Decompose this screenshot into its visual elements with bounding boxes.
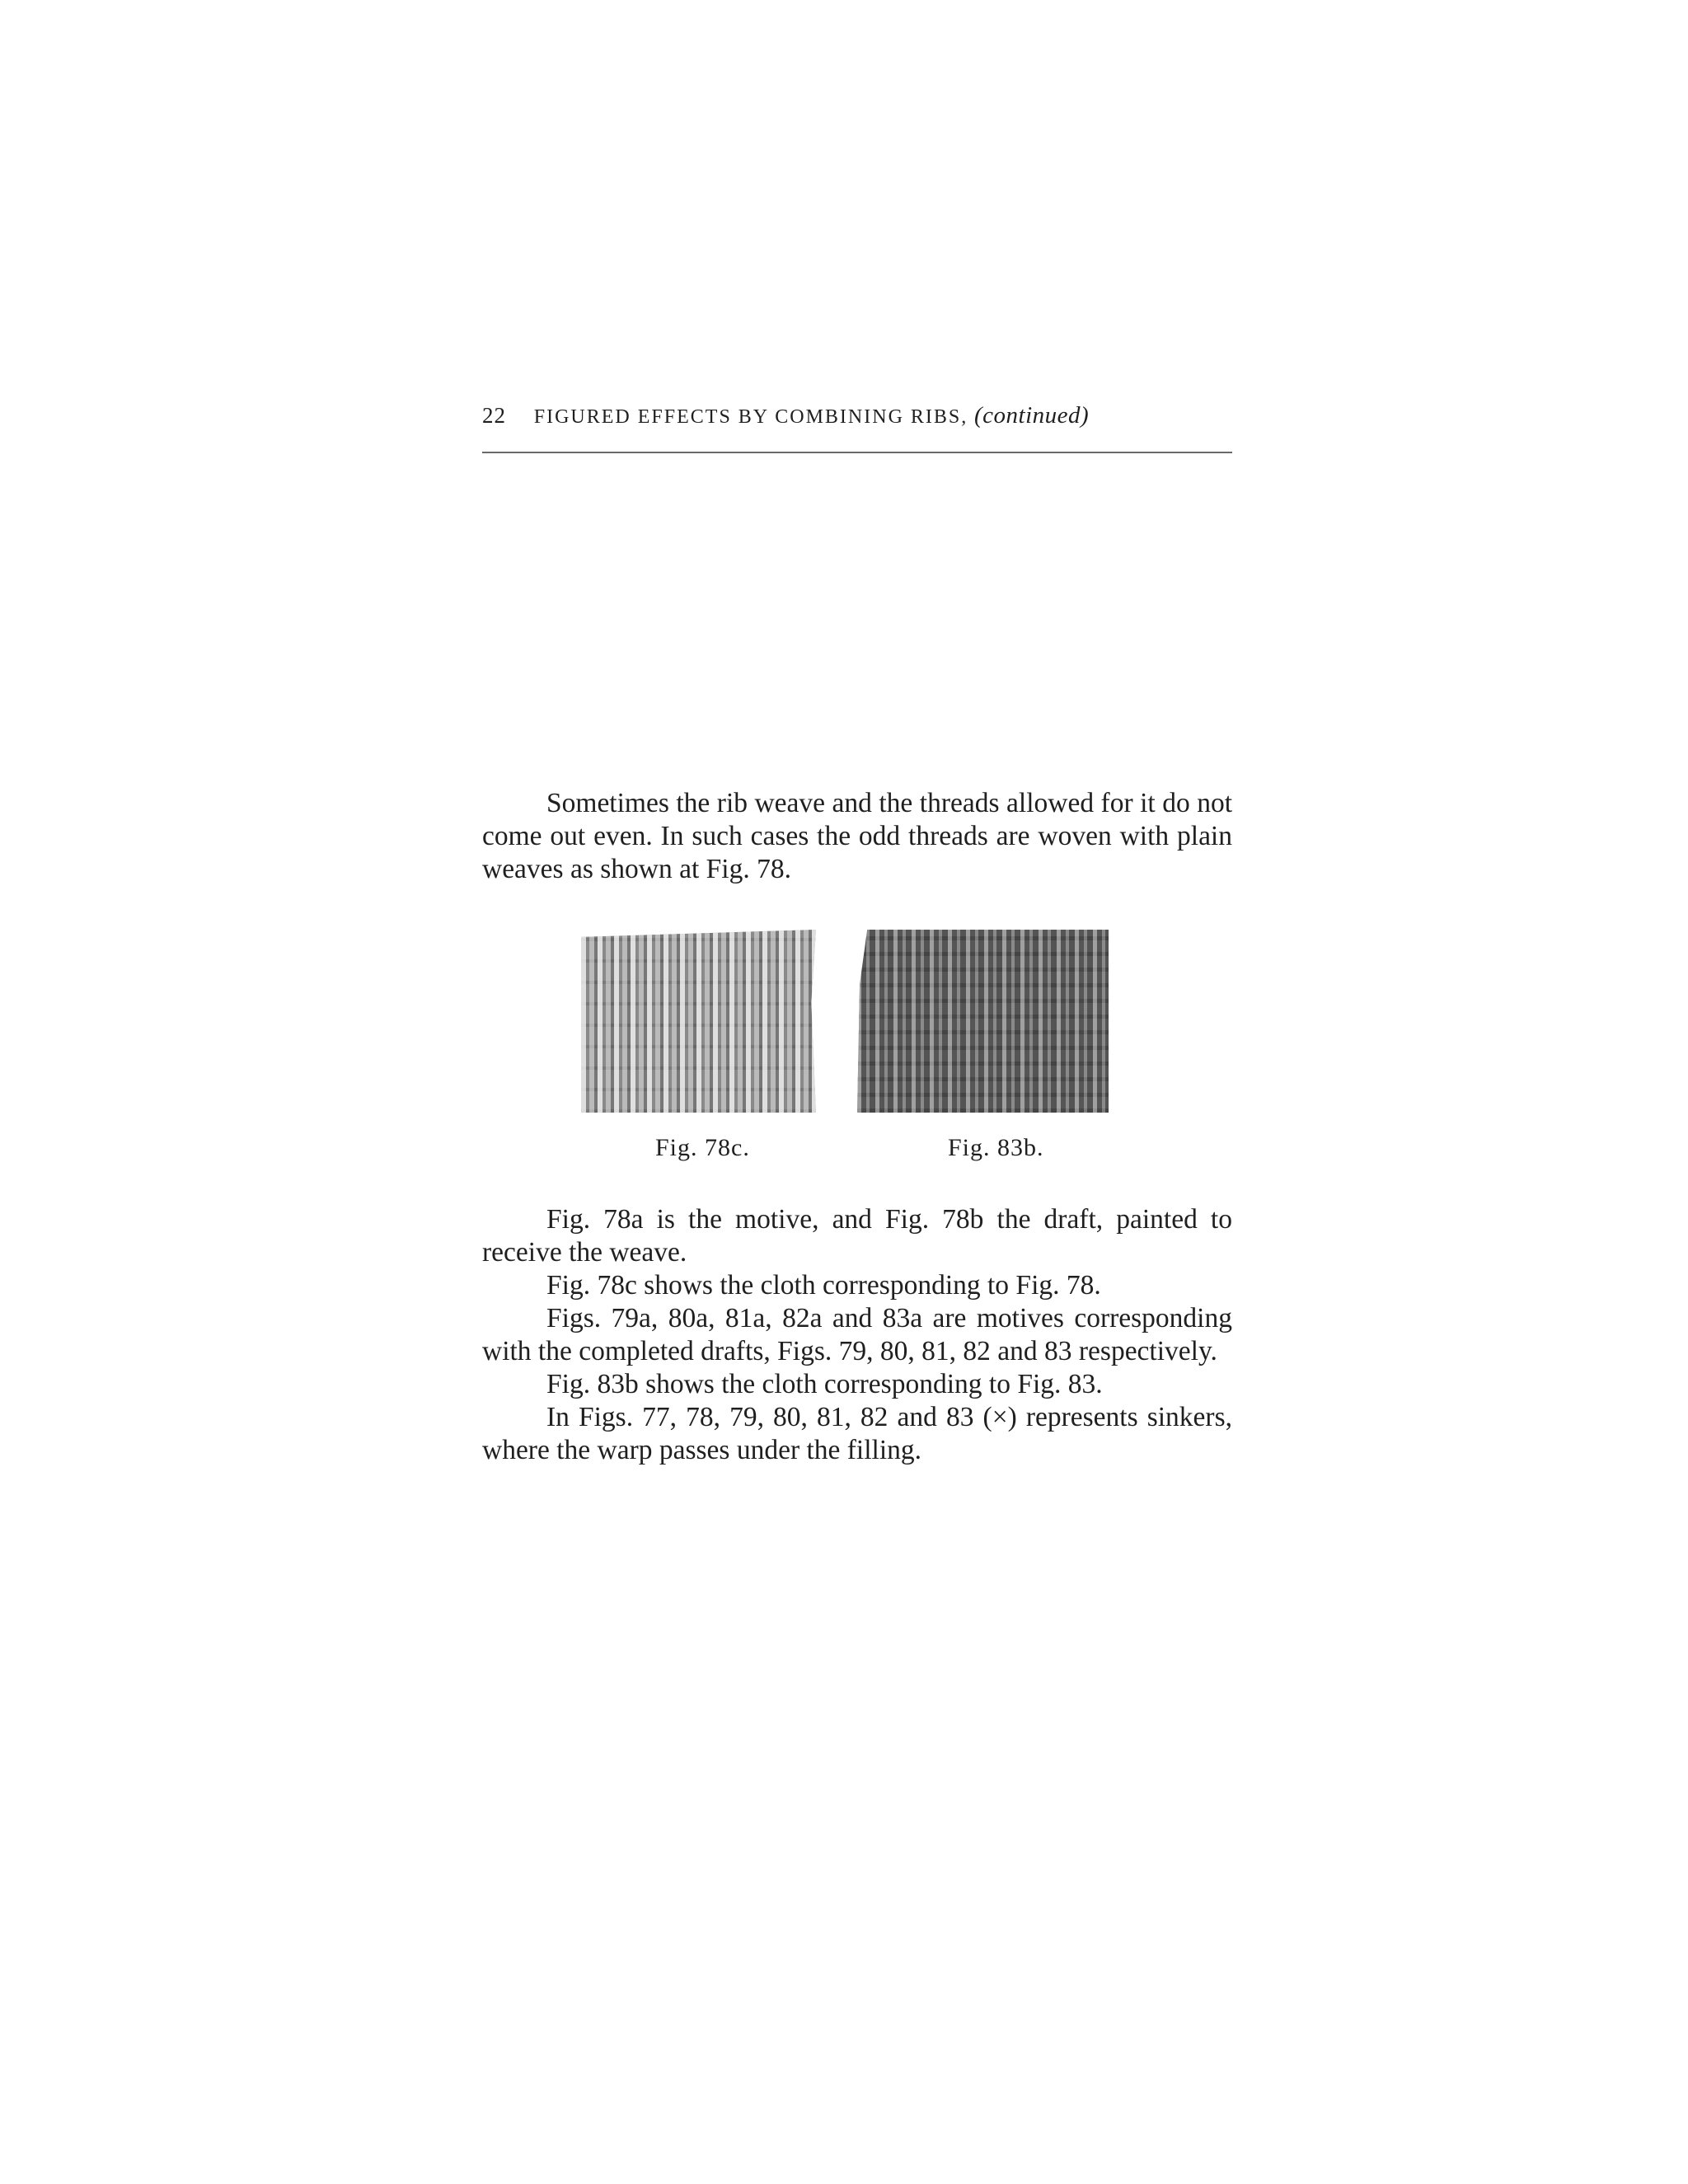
figure-caption: Fig. 83b. (948, 1134, 1044, 1161)
paragraph: Fig. 83b shows the cloth corresponding to Fig. 83. (546, 1369, 1103, 1399)
figure-caption: Fig. 78c. (655, 1134, 750, 1161)
running-title: FIGURED EFFECTS BY COMBINING RIBS, (533, 406, 968, 428)
running-head (482, 402, 1232, 435)
paragraph: Fig. 78c shows the cloth corresponding to Fig. 78. (546, 1270, 1101, 1301)
running-title-continued: (continued) (974, 402, 1090, 429)
header-rule (482, 452, 1232, 453)
paragraph: In Figs. 77, 78, 79, 80, 81, 82 and 83 (×) represents sinkers, where the warp passes under the filling. (482, 1402, 1232, 1465)
paragraph: Fig. 78a is the motive, and Fig. 78b the draft, painted to receive the weave. (482, 1204, 1232, 1268)
paragraph: Sometimes the rib weave and the threads allowed for it do not come out even. In such cases the odd threads are woven with plain weaves as shown at Fig. 78. (482, 788, 1232, 884)
page-number: 22 (482, 403, 506, 428)
cloth-swatch-fig-83b (857, 930, 1109, 1113)
figure-row (581, 930, 1109, 1115)
body-text-bottom (482, 1203, 1232, 1467)
cloth-swatch-fig-78c (581, 930, 816, 1113)
paragraph: Figs. 79a, 80a, 81a, 82a and 83a are motives corresponding with the completed drafts, Figs. 79, 80, 81, 82 and 83 respectively. (482, 1303, 1232, 1366)
body-text-top (482, 787, 1232, 886)
